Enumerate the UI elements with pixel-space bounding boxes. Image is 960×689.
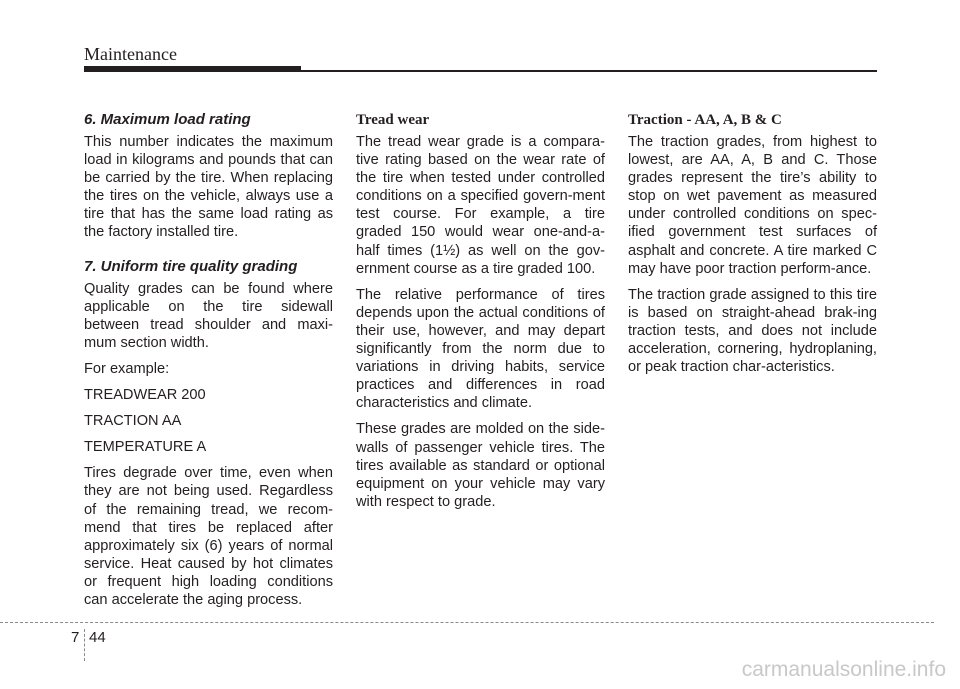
chapter-number: 7 xyxy=(71,629,80,646)
paragraph-tire-aging: Tires degrade over time, even when they are not being used. Regardless of the remaining tread, we recom-mend that tires be replaced after approximately six (6) years of normal service. Heat caused by hot climates or frequent high loading conditions can accelerate the aging process. xyxy=(84,465,333,608)
paragraph-utqg: Quality grades can be found where applicable on the tire sidewall between tread shoulder and maxi-mum section width. xyxy=(84,280,333,351)
paragraph-tread-wear-3: These grades are molded on the side-walls of passenger vehicle tires. The tires available as standard or optional equipment on your vehicle may vary with respect to grade. xyxy=(356,421,605,510)
content-column-2 xyxy=(356,111,605,519)
paragraph-tread-wear-1: The tread wear grade is a compara-tive rating based on the wear rate of the tire when tested under controlled conditions on a specified govern-ment test course. For example, a tire graded 150 would wear one-and-a-half times (1½) as well on the gov-ernment course as a tire graded 100. xyxy=(356,134,605,277)
paragraph-traction-1: The traction grades, from highest to lowest, are AA, A, B and C. Those grades represent the tire’s ability to stop on wet pavement as measured under controlled conditions on spec-ified government test surfaces of asphalt and concrete. A tire marked C may have poor traction perform-ance. xyxy=(628,134,877,277)
footer-divider-line xyxy=(0,622,934,623)
watermark: carmanualsonline.info xyxy=(741,658,946,681)
paragraph-tread-wear-2: The relative performance of tires depends upon the actual conditions of their use, however, and may depart significantly from the norm due to variations in driving habits, service practices and differences in road characteristics and climate. xyxy=(356,286,605,412)
content-column-1 xyxy=(84,111,333,617)
page-number: 44 xyxy=(89,629,106,646)
paragraph-traction-2: The traction grade assigned to this tire is based on straight-ahead brak-ing traction tests, and does not include acceleration, cornering, hydroplaning, or peak traction char-acteristics. xyxy=(628,286,877,376)
paragraph-max-load: This number indicates the maximum load in kilograms and pounds that can be carried by the tire. When replacing the tires on the vehicle, always use a tire that has the same load rating as the factory installed tire. xyxy=(84,134,333,241)
example-traction: TRACTION AA xyxy=(84,413,182,430)
content-column-3 xyxy=(628,111,877,384)
example-label: For example: xyxy=(84,360,170,377)
example-temperature: TEMPERATURE A xyxy=(84,439,207,456)
header-rule-thin xyxy=(301,70,877,72)
heading-traction: Traction - AA, A, B & C xyxy=(628,112,782,128)
heading-maximum-load-rating: 6. Maximum load rating xyxy=(84,111,251,128)
header-rule-thick xyxy=(84,66,301,72)
section-title: Maintenance xyxy=(84,44,177,64)
heading-tread-wear: Tread wear xyxy=(356,112,430,128)
heading-uniform-tire-quality-grading: 7. Uniform tire quality grading xyxy=(84,257,298,275)
page-number-divider xyxy=(84,629,85,661)
example-treadwear: TREADWEAR 200 xyxy=(84,387,206,404)
